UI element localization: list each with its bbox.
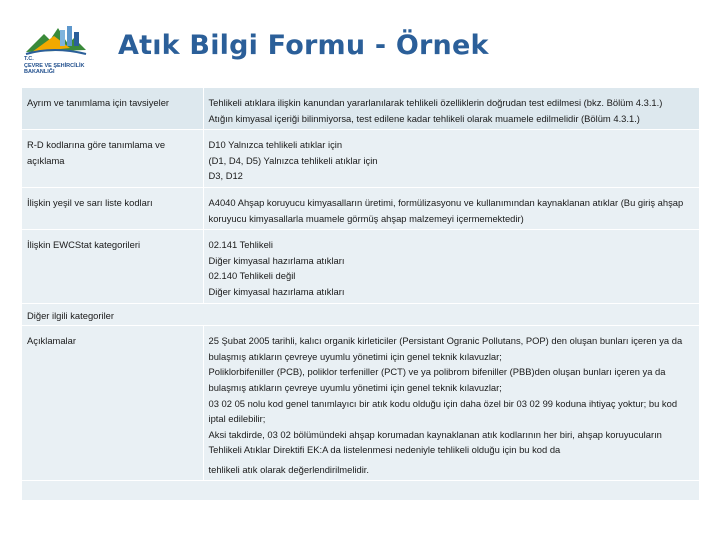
table-row: [22, 303, 699, 326]
value-line: 02.140 Tehlikeli değil: [208, 270, 296, 282]
table-row: [22, 230, 699, 303]
value-line: Diğer kimyasal hazırlama atıkları: [208, 254, 345, 266]
table-row: [22, 130, 699, 188]
value-line: Tehlikeli atıklara ilişkin kanundan yararlanılarak tehlikeli özelliklerin doğrudan test edilmesi (bkz. Bölüm 4.3.1.): [208, 97, 663, 108]
value-line: Aksi takdirde, 03 02 bölümündeki ahşap korumadan kaynaklanan atık kodlarının her biri, ahşap koruyucuların Tehlikeli Atıklar Direktifi EK:A da listelenmesi nedeniyle tehlikeli olduğu için bu kod da: [208, 428, 662, 456]
table-row: [22, 326, 699, 481]
row-label: İlişkin EWCStat kategorileri: [22, 230, 203, 303]
row-value: [203, 88, 699, 130]
value-line: 02.141 Tehlikeli: [208, 239, 273, 251]
row-label: İlişkin yeşil ve sarı liste kodları: [22, 187, 203, 229]
row-value: [203, 130, 699, 188]
value-line: 25 Şubat 2005 tarihli, kalıcı organik kirleticiler (Persistant Ogranic Pollutans, POP) den oluşan bunları içeren ya da bulaşmış atıkların çevreye uyumlu yönetimi için genel teknik kılavuzlar;: [208, 335, 683, 362]
row-label: Açıklamalar: [22, 326, 203, 481]
row-value: [203, 230, 699, 303]
value-line: Diğer kimyasal hazırlama atıkları: [208, 285, 345, 297]
value-line: Atığın kimyasal içeriği bilinmiyorsa, test edilene kadar tehlikeli olarak muamele edilmelidir (Bölüm 4.3.1.): [208, 112, 640, 124]
row-label: Diğer ilgili kategoriler: [22, 303, 699, 326]
value-line: D3, D12: [208, 170, 243, 182]
logo-line: ÇEVRE VE ŞEHİRCİLİK: [24, 62, 85, 69]
row-label: R-D kodlarına göre tanımlama ve açıklama: [22, 130, 203, 188]
slide-header: [0, 0, 720, 90]
table-row: [22, 88, 699, 130]
table-row: [22, 187, 699, 229]
logo-line: BAKANLIĞI: [24, 69, 55, 75]
logo-text: [24, 56, 104, 76]
row-value: [203, 187, 699, 229]
ministry-logo: [24, 22, 104, 78]
value-line: Poliklorbifeniller (PCB), poliklor terfeniller (PCT) ve ya polibrom bifeniller (PBB)den oluşan bunları içeren ya da bulaşmış atıkların çevreye uyumlu yönetimi için genel teknik kılavuzlar;: [208, 366, 666, 393]
value-line: 03 02 05 nolu kod genel tanımlayıcı bir atık kodu olduğu için daha özel bir 03 02 99 koduna ihtiyaç yoktur; bu kod iptal edilebilir;: [208, 397, 678, 425]
page-title: Atık Bilgi Formu - Örnek: [118, 30, 489, 61]
waste-info-table: [22, 88, 699, 500]
value-line: tehlikeli atık olarak değerlendirilmelidir.: [208, 463, 369, 475]
value-line: D10 Yalnızca tehlikeli atıklar için: [208, 139, 343, 151]
logo-line: T.C.: [24, 56, 34, 62]
value-line: A4040 Ahşap koruyucu kimyasalların üretimi, formülizasyonu ve kullanımından kaynaklanan atıklar (Bu giriş ahşap koruyucu kimyasallarla muamele görmüş ahşap malzemeyi içermemektedir): [208, 196, 684, 224]
row-value: [203, 326, 699, 481]
row-label: Ayrım ve tanımlama için tavsiyeler: [22, 88, 203, 130]
logo-emblem-icon: [24, 22, 104, 56]
value-line: (D1, D4, D5) Yalnızca tehlikeli atıklar için: [208, 154, 378, 166]
